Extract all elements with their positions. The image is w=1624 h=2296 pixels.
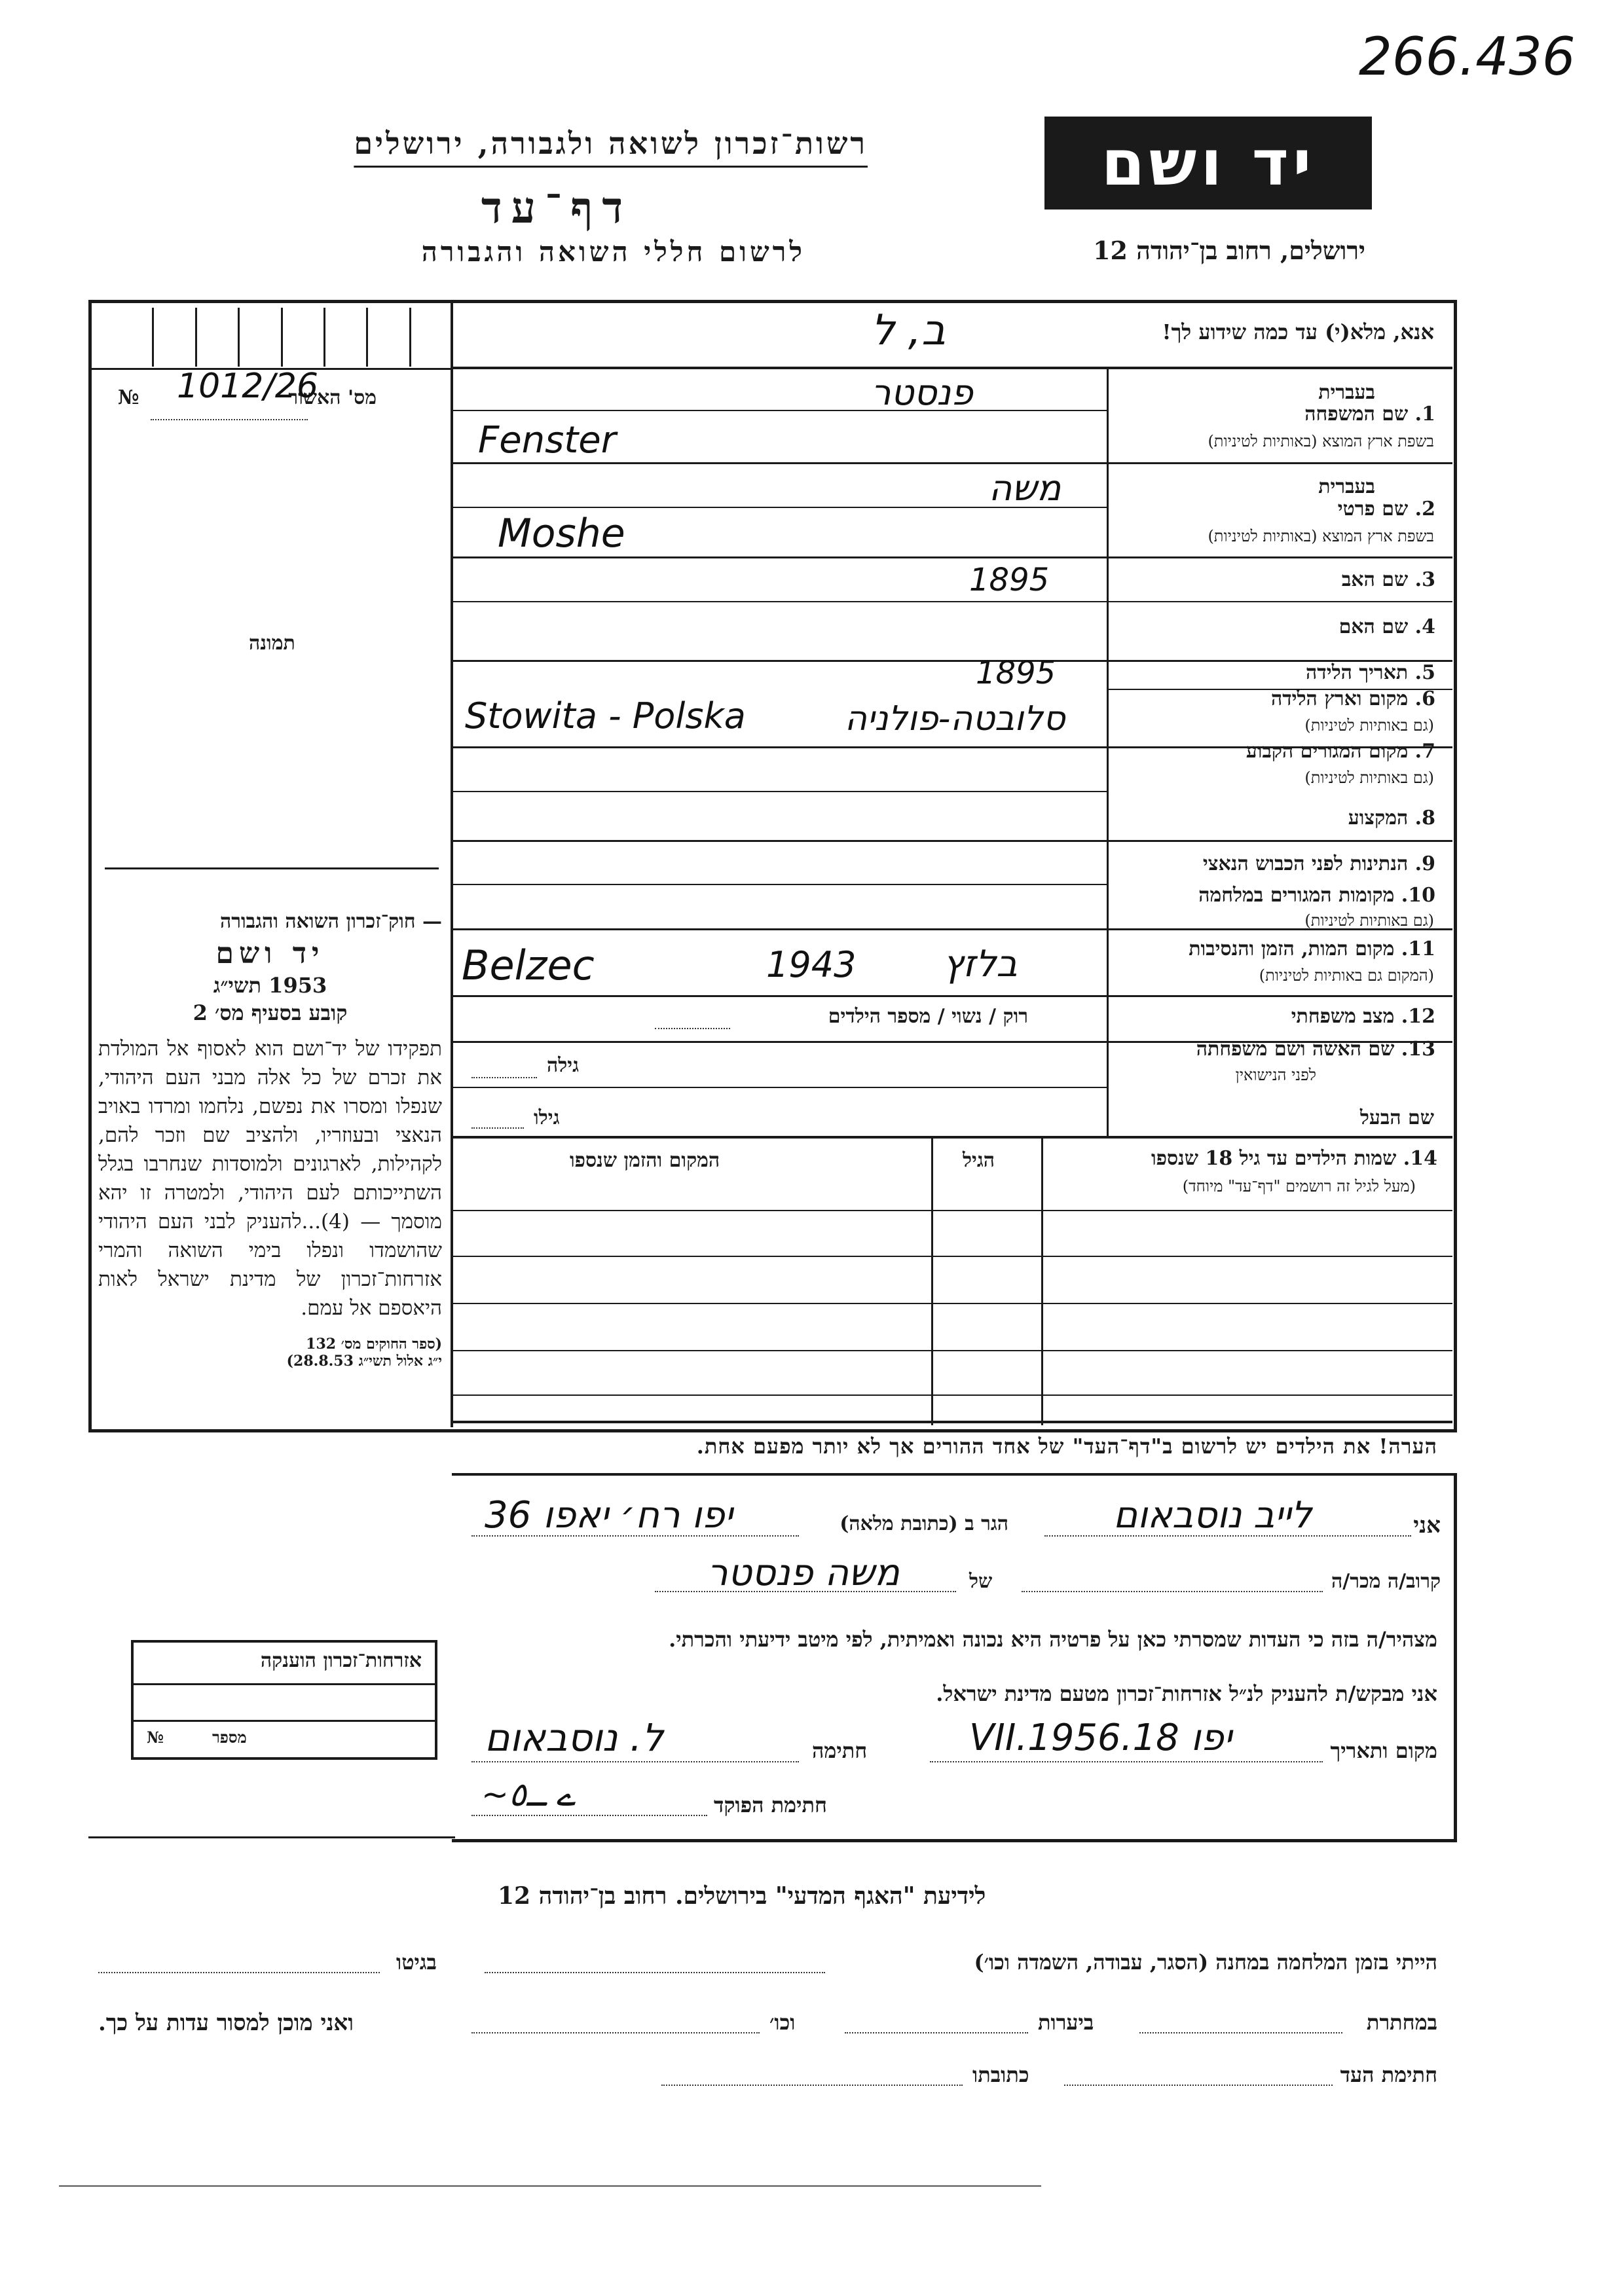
- decl-place-date-label: מקום ותאריך: [1330, 1738, 1437, 1763]
- col-divider-2: [931, 1137, 933, 1425]
- row-rule: [452, 601, 1452, 602]
- bottom-line1: הייתי בזמן המלחמה במחנה (הסגר, עבודה, השמדה וכו׳): [974, 1950, 1437, 1975]
- wife-age-label: גילה: [547, 1054, 580, 1077]
- row-rule: [452, 840, 1452, 842]
- row-rule: [452, 1350, 1452, 1351]
- row-rule: [452, 995, 1452, 997]
- approval-line: [151, 419, 308, 420]
- authority-line: רשות־זכרון לשואה ולגבורה, ירושלים: [354, 126, 868, 161]
- husband-age-label: גילו: [534, 1106, 560, 1129]
- logo-text: יד ושם: [1101, 126, 1316, 200]
- decl-signature-line: [471, 1761, 799, 1762]
- bottom-title: לידיעת "האגף המדעי" בירושלים. רחוב בן־יהודה 12: [498, 1882, 986, 1910]
- field-2-latin: Moshe: [498, 511, 625, 556]
- row-rule: [452, 462, 1452, 464]
- header-address: ירושלים, רחוב בן־יהודה 12: [1093, 236, 1365, 265]
- bottom-ghetto: בגיטו: [396, 1950, 437, 1975]
- bottom-witness-sig: חתימת העד: [1340, 2062, 1437, 2087]
- row-rule: [452, 1136, 1452, 1139]
- field-2-hebrew: משה: [989, 467, 1061, 509]
- row-rule: [452, 1256, 1452, 1257]
- bottom-ready: ואני מוכן למסור עדות על כך.: [98, 2010, 354, 2036]
- form-title: דף־עד: [481, 182, 633, 233]
- camp-line: [485, 1972, 825, 1973]
- photo-bottom-rule: [105, 867, 439, 869]
- row-rule: [452, 791, 1107, 792]
- decl-place-date-line: [930, 1761, 1323, 1762]
- top-rule: [452, 367, 1452, 369]
- field-10-label: 10. מקומות המגורים במלחמה: [1198, 884, 1435, 907]
- row-rule: [452, 556, 1452, 558]
- field-13-label: 13. שם האשה ושם משפחתה: [1196, 1038, 1435, 1061]
- field-3-value: 1895: [969, 562, 1050, 598]
- citizenship-title: אזרחות־זכרון הוענקה: [260, 1649, 422, 1672]
- yad-vashem-logo: [1044, 117, 1372, 210]
- field-11-year: 1943: [766, 944, 857, 985]
- field-7-sub: (גם באותיות לטיניות): [1304, 769, 1434, 787]
- citizenship-box: [131, 1640, 437, 1760]
- field-12-label: 12. מצב משפחתי: [1291, 1005, 1435, 1028]
- field-4-label: 4. שם האם: [1338, 615, 1435, 638]
- row-rule: [452, 884, 1107, 885]
- decl-relation-line: [1022, 1591, 1323, 1592]
- field-6-label: 6. מקום וארץ הלידה: [1270, 687, 1435, 710]
- in-hebrew-label: בעברית: [1318, 381, 1375, 404]
- field-2-sub: בשפת ארץ המוצא (באותיות לטיניות): [1208, 527, 1434, 545]
- underground-line: [1139, 2032, 1342, 2033]
- archive-number: 266.436: [1359, 26, 1576, 87]
- approval-no: №: [118, 386, 139, 409]
- field-1-latin: Fenster: [478, 419, 616, 462]
- field-3-label: 3. שם האב: [1341, 568, 1435, 591]
- decl-address-value: יפו רח׳ יאפו 36: [485, 1494, 733, 1537]
- label-column-divider: [1107, 368, 1109, 1137]
- note-top-rule: [452, 1421, 1452, 1423]
- field-13-sub: לפני הנישואין: [1235, 1066, 1316, 1084]
- witness-sig-line: [1064, 2085, 1333, 2086]
- witness-address-line: [661, 2085, 963, 2086]
- field-2-label: 2. שם פרטי: [1337, 498, 1435, 520]
- law-box: [98, 910, 442, 1370]
- field-6-hebrew: סלובטה-פולניה: [845, 699, 1065, 738]
- decl-signature-value: ל. נוסבאום: [485, 1715, 664, 1760]
- law-name: יד ושם: [215, 937, 325, 970]
- field-7-label: 7. מקום המגורים הקבוע: [1246, 740, 1435, 763]
- row-rule: [452, 1394, 1452, 1396]
- form-subtitle: לרשום חללי השואה והגבורה: [421, 236, 805, 268]
- decl-relation: קרוב/ה מכר/ה: [1331, 1570, 1441, 1593]
- field-6-sub: (גם באותיות לטיניות): [1304, 716, 1434, 735]
- law-source: (ספר החוקים מס׳ 132: [306, 1336, 442, 1353]
- bottom-address: כתובתו: [972, 2062, 1029, 2087]
- decl-of-value: משה פנסטר: [707, 1552, 900, 1594]
- field-11-label: 11. מקום המות, הזמן והנסיבות: [1189, 938, 1435, 960]
- decl-name-line: [1044, 1535, 1411, 1537]
- decl-officer-label: חתימת הפוקד: [714, 1793, 827, 1817]
- field-1-hebrew: פנסטר: [871, 372, 973, 413]
- wife-age-line: [471, 1077, 537, 1078]
- row-rule: [452, 660, 1452, 662]
- law-source-date: י״ג אלול תשי״ג 28.8.53): [286, 1353, 442, 1370]
- forests-line: [845, 2032, 1028, 2033]
- field-1-sub: בשפת ארץ המוצא (באותיות לטיניות): [1208, 432, 1434, 450]
- field-8-label: 8. המקצוע: [1348, 807, 1435, 829]
- bottom-underground: במחתרת: [1366, 2010, 1437, 2035]
- field-11-latin: Belzec: [462, 941, 595, 989]
- decl-signature-label: חתימה: [812, 1738, 868, 1763]
- field-5-label: 5. תאריך הלידה: [1306, 661, 1435, 684]
- footer-rule: [59, 2185, 1041, 2187]
- decl-statement: מצהיר/ה בזה כי העדות שמסרתי כאן על פרטיה היא נכונה ואמיתית, לפי מיטב ידיעתי והכרתי.: [669, 1627, 1437, 1652]
- husband-label: שם הבעל: [1359, 1106, 1434, 1129]
- approval-value: 1012/26: [177, 367, 319, 406]
- field-11-sub: (המקום גם באותיות לטיניות): [1259, 966, 1434, 985]
- bottom-forests: ביערות: [1038, 2010, 1094, 2035]
- field-1-label: 1. שם המשפחה: [1304, 403, 1435, 426]
- left-column-divider: [451, 300, 453, 1427]
- approval-label: מס' האשור: [288, 386, 377, 409]
- citizenship-number: מספר: [212, 1728, 247, 1747]
- etc-line: [471, 2032, 760, 2033]
- row-rule: [452, 928, 1452, 930]
- decl-request: אני מבקש/ת להעניק לנ״ל אזרחות־זכרון מטעם מדינת ישראל.: [936, 1681, 1437, 1706]
- law-year: 1953 תשי״ג: [213, 973, 327, 998]
- decl-of: של: [969, 1570, 993, 1593]
- row-rule: [452, 1303, 1452, 1304]
- decl-address-line: [471, 1535, 799, 1537]
- col-age-header: הגיל: [963, 1149, 995, 1172]
- decl-i: אני: [1413, 1512, 1441, 1539]
- field-14-sub: (מעל לגיל זה רושמים "דף־עד" מיוחד): [1182, 1177, 1416, 1195]
- bottom-etc: וכו׳: [769, 2010, 796, 2035]
- col-place-header: המקום והזמן שנספו: [570, 1149, 720, 1172]
- left-bottom-rule: [88, 1836, 455, 1838]
- photo-label: תמונה: [249, 632, 295, 655]
- row-rule: [452, 1087, 1107, 1088]
- ghetto-line: [98, 1972, 380, 1973]
- top-prompt-value: ב, ל: [871, 306, 946, 355]
- officer-signature-mark: ~ے ـ٥: [481, 1776, 576, 1813]
- in-hebrew-label-2: בעברית: [1318, 475, 1375, 498]
- children-count-line: [655, 1028, 730, 1029]
- field-11-hebrew: בלזץ: [943, 943, 1018, 985]
- field-12-options: רוק / נשוי / מספר הילדים: [828, 1005, 1028, 1028]
- field-14-label: 14. שמות הילדים עד גיל 18 שנספו: [1151, 1147, 1437, 1170]
- decl-of-line: [655, 1591, 956, 1592]
- law-title: — חוק־זכרון השואה והגבורה: [219, 910, 442, 933]
- row-rule: [452, 1210, 1452, 1211]
- row-rule: [452, 410, 1107, 411]
- field-6-latin: Stowita - Polska: [465, 695, 746, 737]
- col-divider-1: [1041, 1137, 1043, 1425]
- law-clause: קובע בסעיף מס׳ 2: [193, 1000, 348, 1025]
- decl-officer-line: [471, 1815, 707, 1816]
- field-10-sub: (גם באותיות לטיניות): [1304, 911, 1434, 930]
- approval-digit-boxes: [111, 308, 452, 367]
- field-9-label: 9. הנתינות לפני הכבוש הנאצי: [1202, 852, 1435, 875]
- decl-name-value: לייב נוסבאום: [1113, 1494, 1312, 1537]
- husband-age-line: [471, 1127, 524, 1129]
- note-text: הערה! את הילדים יש לרשום ב"דף־העד" של אחד ההורים אך לא יותר מפעם אחת.: [696, 1434, 1437, 1459]
- field-5-value: 1895: [976, 655, 1056, 691]
- law-body: תפקידו של יד־ושם הוא לאסוף אל המולדת את זכרם של כל אלה מבני העם היהודי, שנפלו ומסרו את נפשם, נלחמו ומרדו באויב הנאצי ובעוזריו, ולהציב שם וזכר להם, לקהילות, לארגונים ולמוסדות שנחרבו בגלל השתייכותם לעם היהודי, ולמטרה זו יהא מוסמך — (4)...להעניק לבני העם היהודי שהושמדו ונפלו בימי השואה והמרי אזרחות־זכרון של מדינת ישראל לאות היאספם אל עמם.: [98, 1037, 442, 1320]
- decl-resides: הגר ב (כתובת מלאה): [840, 1512, 1008, 1535]
- decl-place-date-value: יפו 18.VII.1956: [969, 1717, 1232, 1759]
- top-prompt: אנא, מלא(י) עד כמה שידוע לך!: [1162, 319, 1434, 344]
- citizenship-no: №: [147, 1728, 164, 1747]
